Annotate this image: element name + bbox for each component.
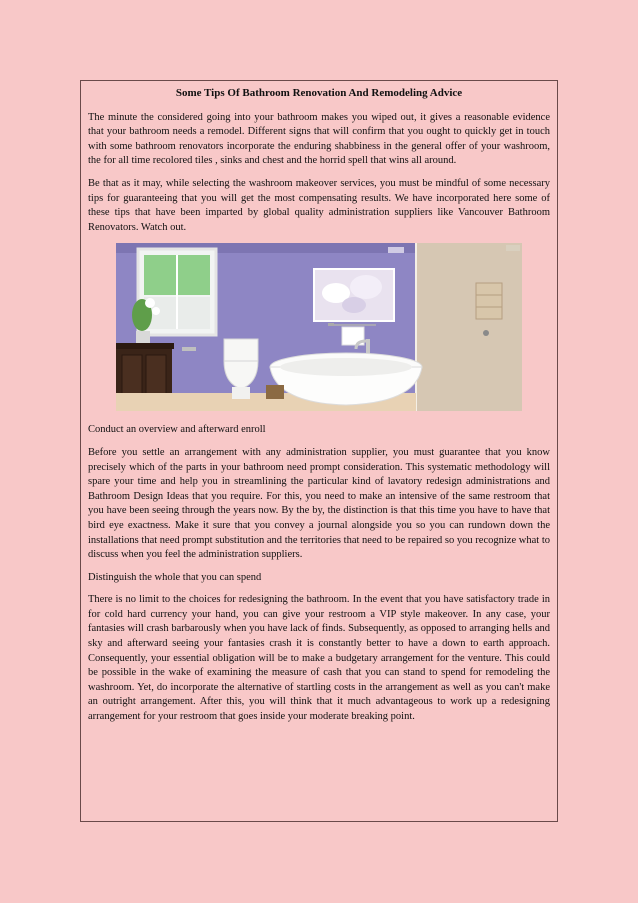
section1-body: Before you settle an arrangement with any administration supplier, you must guarantee that you know precisely which of the parts in your bathroom need prompt consideration. This systematic methodology will spare your time and help you in streamlining the particular kind of lavatory redesign administrations and Bathroom Design Ideas that you require. For this, you need to make an intensive of the same restroom that you have been seeing through the years now. By the by, the distinction is that this time you have to have that bird eye exactness. Make it sure that you convey a journal alongside you so you can rundown down the installations that need prompt substitution and the territories that need to be repaired so you recognize what to discuss when you feel the administration suppliers. xyxy=(88,446,550,561)
section2-body: There is no limit to the choices for redesigning the bathroom. In the event that you have satisfactory trade in for cold hard currency your hand, you can give your restroom a VIP style makeover. In any case, your fantasies will crash barbarously when you have lack of finds. Subsequently, as opposed to arranging hells and sky and afterward seeing your fantasies crash it is constantly better to have a down to earth approach. Consequently, your essential obligation will be to make a budgetary arrangement for the venture. This could be possible in the wake of examining the measure of cash that you can stand to spend for remodeling the washroom. Yet, do incorporate the alternative of startling costs in the arrangement as well as you can't make an outright arrangement. After this, you will think that it much advantageous to work up a redesigning arrangement for your restroom that goes inside your moderate breaking point. xyxy=(88,594,550,723)
intro-paragraph-1: The minute the considered going into your bathroom makes you wiped out, it gives a reasonable evidence that your bathroom needs a remodel. Different signs that will confirm that you ought to quickly get in touch with some bathroom renovators incorporate the enduring shabbiness in the general offer of your washroom, the for all time recolored tiles , sinks and chest and the horrid spell that wins all around. xyxy=(88,111,550,167)
section1-heading: Conduct an overview and afterward enroll xyxy=(88,424,266,436)
bathroom-photo xyxy=(116,243,522,411)
document-title: Some Tips Of Bathroom Renovation And Remodeling Advice xyxy=(175,87,463,99)
document-content xyxy=(88,86,550,733)
section2-heading: Distinguish the whole that you can spend xyxy=(88,571,262,583)
intro-paragraph-2: Be that as it may, while selecting the washroom makeover services, you must be mindful of some necessary tips for guaranteeing that you will get the most compensating results. We have incorporated here some of these tips that have been imparted by global quality administration suppliers like Vancouver Bathroom Renovators. Watch out. xyxy=(88,177,550,233)
